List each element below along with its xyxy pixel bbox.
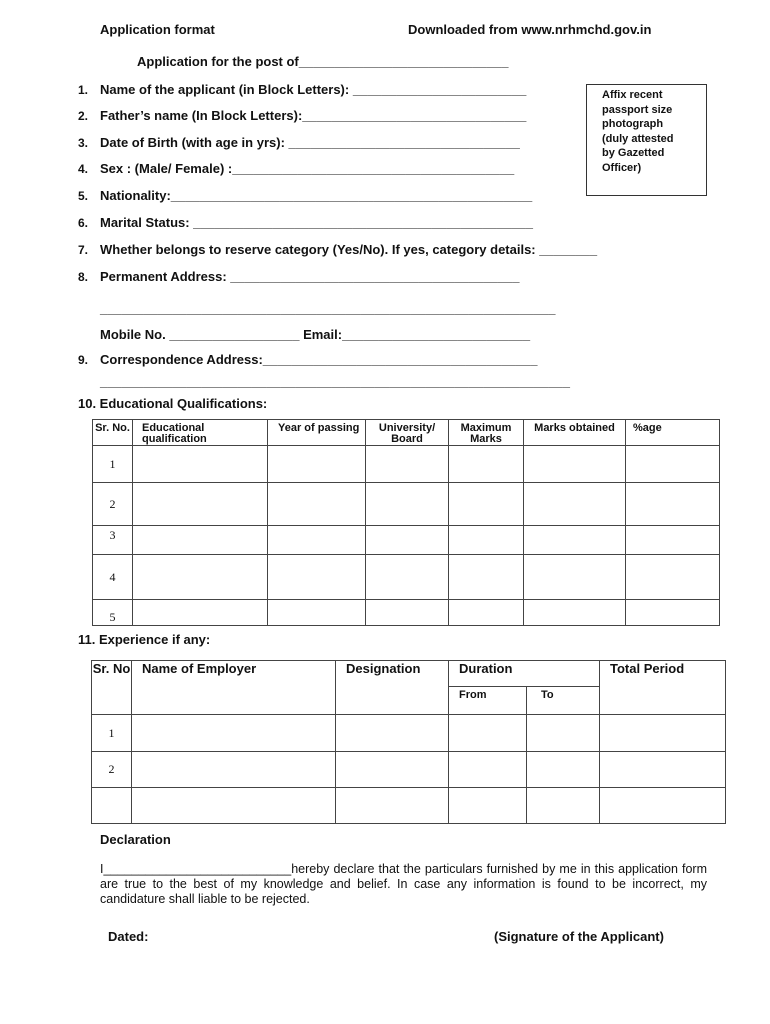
correspondence-continuation-line: _________________________________________________________________ [100, 374, 570, 389]
sr-cell: 5 [93, 600, 133, 626]
sr-cell: 1 [92, 715, 132, 752]
mobile-email-line: Mobile No. __________________ Email:__________________________ [100, 327, 531, 342]
table-row [92, 752, 726, 788]
header-source: Downloaded from www.nrhmchd.gov.in [408, 22, 652, 37]
experience-title: 11. Experience if any: [78, 632, 211, 647]
photo-box-line: Affix recent [602, 89, 663, 101]
header-sr-no: Sr. No [92, 661, 132, 715]
photo-box-line: by Gazetted [602, 147, 665, 159]
header-maximum-marks: Maximum Marks [449, 420, 524, 446]
declaration-body: hereby declare that the particulars furnished by me in this application form are true to the best of my knowledge and belief. In case any information is found to be incorrect, my candidature shall liable to be rejected. [100, 862, 707, 906]
sr-cell: 2 [92, 752, 132, 788]
field-number: 1. [78, 83, 89, 97]
field-marital-status: Marital Status: _______________________________________________ [100, 215, 533, 230]
photo-box [586, 84, 707, 196]
photo-box-line: passport size [602, 103, 673, 116]
field-number: 7. [78, 243, 89, 257]
sr-cell [92, 788, 132, 824]
field-correspondence-address: Correspondence Address:______________________________________ [100, 352, 538, 367]
declaration-title: Declaration [100, 832, 171, 847]
experience-table [91, 660, 726, 824]
field-sex: Sex : (Male/ Female) :_______________________________________ [100, 161, 515, 176]
declaration-text [100, 862, 707, 907]
table-row [93, 600, 720, 626]
education-table [92, 419, 720, 626]
field-number: 5. [78, 189, 89, 203]
field-reserve-category: Whether belongs to reserve category (Yes/No). If yes, category details: ________ [100, 242, 598, 257]
header-year-of-passing: Year of passing [268, 420, 366, 446]
header-educational-qualification: Educational qualification [133, 420, 268, 446]
field-father-name: Father’s name (In Block Letters):_______________________________ [100, 108, 527, 123]
field-applicant-name: Name of the applicant (in Block Letters): ________________________ [100, 82, 527, 97]
signature-label: (Signature of the Applicant) [494, 929, 664, 944]
header-from: From [449, 687, 527, 715]
header-total-period: Total Period [600, 661, 726, 715]
table-row [93, 555, 720, 600]
photo-box-line: photograph [602, 118, 664, 130]
field-number: 9. [78, 353, 89, 367]
sr-cell: 4 [93, 555, 133, 600]
photo-box-line: Officer) [602, 161, 642, 174]
field-number: 2. [78, 109, 89, 123]
field-permanent-address: Permanent Address: ________________________________________ [100, 269, 520, 284]
table-row [92, 788, 726, 824]
field-number: 8. [78, 270, 89, 284]
sr-cell: 1 [93, 446, 133, 483]
header-name-of-employer: Name of Employer [132, 661, 336, 715]
address-continuation-line: _______________________________________________________________ [100, 301, 556, 316]
header-percentage: %age [626, 420, 720, 446]
photo-box-line: (duly attested [602, 132, 674, 145]
field-nationality: Nationality:__________________________________________________ [100, 188, 533, 203]
header-marks-obtained: Marks obtained [524, 420, 626, 446]
header-to: To [527, 687, 600, 715]
table-row [92, 715, 726, 752]
education-title: 10. Educational Qualifications: [78, 396, 268, 411]
header-duration: Duration [449, 661, 600, 687]
table-row [93, 446, 720, 483]
table-row [93, 483, 720, 526]
table-row [93, 526, 720, 555]
sr-cell: 3 [93, 526, 133, 555]
header-left: Application format [100, 22, 215, 37]
header-university-board: University/ Board [366, 420, 449, 446]
header-sr-no: Sr. No. [93, 420, 133, 446]
field-dob: Date of Birth (with age in yrs): ________________________________ [100, 135, 520, 150]
declaration-name-blank: I___________________________ [100, 862, 292, 876]
sr-cell: 2 [93, 483, 133, 526]
field-number: 6. [78, 216, 89, 230]
dated-label: Dated: [108, 929, 149, 944]
post-line: Application for the post of_____________________________ [137, 54, 509, 69]
field-number: 3. [78, 136, 89, 150]
field-number: 4. [78, 162, 89, 176]
header-designation: Designation [336, 661, 449, 715]
